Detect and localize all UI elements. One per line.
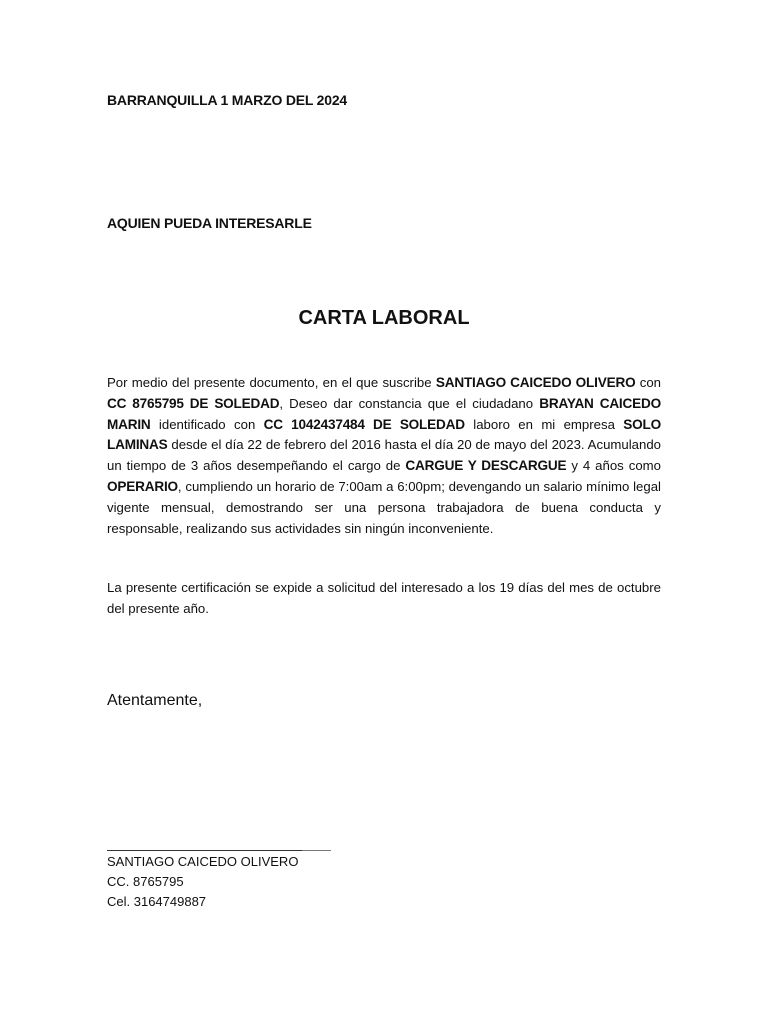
letter-certification-paragraph: La presente certificación se expide a solicitud del interesado a los 19 días del mes de octubre del presente año. [107, 580, 661, 616]
letter-salutation: AQUIEN PUEDA INTERESARLE [107, 215, 312, 231]
job-position-bold: CARGUE Y DESCARGUE [405, 458, 567, 474]
body-text: desde el día 22 de febrero del 2016 hasta el día 20 de mayo del 2023. Acumulando un tiempo de 3 años desempeñando el cargo de [107, 437, 661, 474]
signature-line [107, 850, 331, 851]
letter-city-date: BARRANQUILLA 1 MARZO DEL 2024 [107, 92, 348, 108]
signature-block [107, 852, 298, 912]
employee-name-bold: BRAYAN CAICEDO MARIN [107, 395, 661, 432]
job-role-bold: OPERARIO [107, 478, 178, 494]
body-text: y 4 años como [566, 458, 661, 474]
body-text: , Deseo dar constancia que el ciudadano [279, 395, 540, 411]
signature-name: SANTIAGO CAICEDO OLIVERO [107, 854, 299, 869]
employee-id-bold: CC 1042437484 DE SOLEDAD [263, 416, 465, 432]
signature-id: CC. 8765795 [107, 874, 184, 889]
body-text: , cumpliendo un horario de 7:00am a 6:00pm; devengando un salario mínimo legal vigente mensual, demostrando ser una persona trabajadora de buena conducta y responsable, realizando sus actividades sin ningún inconveniente. [107, 478, 661, 536]
company-name-bold: SOLO LAMINAS [107, 416, 661, 453]
body-text: identificado con [150, 416, 264, 432]
letter-title: CARTA LABORAL [298, 307, 470, 329]
letter-closing: Atentamente, [107, 692, 203, 709]
signer-name-bold: SANTIAGO CAICEDO OLIVERO [435, 375, 636, 390]
letter-body-paragraph [107, 373, 661, 539]
body-text: con [635, 375, 661, 390]
signer-id-bold: CC 8765795 DE SOLEDAD [107, 395, 280, 411]
signature-phone: Cel. 3164749887 [107, 894, 207, 909]
body-text: Por medio del presente documento, en el que suscribe [107, 375, 436, 390]
body-text: laboro en mi empresa [464, 416, 624, 432]
